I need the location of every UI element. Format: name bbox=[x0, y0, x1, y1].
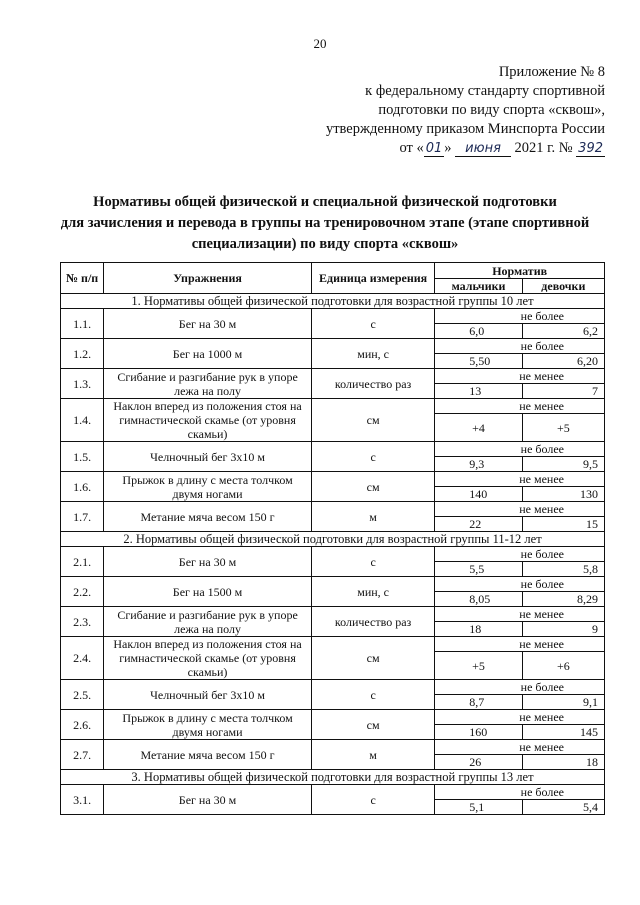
girls-value: 6,2 bbox=[522, 324, 604, 339]
row-number: 1.6. bbox=[61, 472, 104, 502]
section-row bbox=[61, 532, 605, 547]
exercise-name: Наклон вперед из положения стоя на гимнастической скамье (от уровня скамьи) bbox=[104, 399, 312, 442]
boys-value: +5 bbox=[435, 652, 522, 680]
norm-condition: не менее bbox=[435, 472, 605, 487]
row-number: 2.7. bbox=[61, 740, 104, 770]
unit-cell: см bbox=[311, 710, 434, 740]
document-title bbox=[40, 192, 610, 255]
header-unit: Единица измерения bbox=[311, 263, 434, 294]
row-number: 1.4. bbox=[61, 399, 104, 442]
section-title: 3. Нормативы общей физической подготовки для возрастной группы 13 лет bbox=[61, 770, 605, 785]
appendix-line-1: Приложение № 8 bbox=[498, 64, 605, 80]
norm-condition: не более bbox=[435, 309, 605, 324]
girls-value: 15 bbox=[522, 517, 604, 532]
girls-value: 8,29 bbox=[522, 592, 604, 607]
unit-cell: см bbox=[311, 637, 434, 680]
unit-cell: с bbox=[311, 442, 434, 472]
table-row bbox=[61, 502, 605, 517]
exercise-name: Метание мяча весом 150 г bbox=[104, 740, 312, 770]
boys-value: 8,7 bbox=[435, 695, 522, 710]
table-row bbox=[61, 399, 605, 414]
exercise-name: Бег на 1500 м bbox=[104, 577, 312, 607]
section-title: 1. Нормативы общей физической подготовки для возрастной группы 10 лет bbox=[61, 294, 605, 309]
boys-value: 18 bbox=[435, 622, 522, 637]
girls-value: 9 bbox=[522, 622, 604, 637]
date-mid: » bbox=[444, 140, 452, 156]
girls-value: +5 bbox=[522, 414, 604, 442]
boys-value: 26 bbox=[435, 755, 522, 770]
row-number: 2.5. bbox=[61, 680, 104, 710]
row-number: 2.6. bbox=[61, 710, 104, 740]
exercise-name: Бег на 30 м bbox=[104, 547, 312, 577]
unit-cell: с bbox=[311, 785, 434, 815]
exercise-name: Бег на 1000 м bbox=[104, 339, 312, 369]
girls-value: +6 bbox=[522, 652, 604, 680]
exercise-name: Прыжок в длину с места толчком двумя ногами bbox=[104, 472, 312, 502]
row-number: 1.1. bbox=[61, 309, 104, 339]
girls-value: 6,20 bbox=[522, 354, 604, 369]
exercise-name: Бег на 30 м bbox=[104, 309, 312, 339]
row-number: 2.3. bbox=[61, 607, 104, 637]
unit-cell: количество раз bbox=[311, 369, 434, 399]
norm-condition: не более bbox=[435, 442, 605, 457]
date-year: 2021 г. № bbox=[514, 140, 573, 156]
section-row bbox=[61, 294, 605, 309]
appendix-line-2: к федеральному стандарту спортивной bbox=[365, 83, 605, 99]
unit-cell: с bbox=[311, 547, 434, 577]
row-number: 2.1. bbox=[61, 547, 104, 577]
row-number: 3.1. bbox=[61, 785, 104, 815]
table-row bbox=[61, 740, 605, 755]
table-row bbox=[61, 680, 605, 695]
page-number: 20 bbox=[313, 36, 327, 51]
girls-value: 5,4 bbox=[522, 800, 604, 815]
norm-condition: не менее bbox=[435, 607, 605, 622]
girls-value: 18 bbox=[522, 755, 604, 770]
boys-value: 22 bbox=[435, 517, 522, 532]
unit-cell: мин, с bbox=[311, 339, 434, 369]
norm-condition: не менее bbox=[435, 637, 605, 652]
norm-condition: не более bbox=[435, 785, 605, 800]
exercise-name: Челночный бег 3х10 м bbox=[104, 680, 312, 710]
norm-condition: не менее bbox=[435, 710, 605, 725]
table-body bbox=[61, 294, 605, 815]
exercise-name: Челночный бег 3х10 м bbox=[104, 442, 312, 472]
header-exercise: Упражнения bbox=[104, 263, 312, 294]
boys-value: 5,5 bbox=[435, 562, 522, 577]
header-boys: мальчики bbox=[435, 279, 522, 294]
title-line-3: специализации) по виду спорта «сквош» bbox=[191, 236, 459, 252]
exercise-name: Сгибание и разгибание рук в упоре лежа на полу bbox=[104, 369, 312, 399]
unit-cell: количество раз bbox=[311, 607, 434, 637]
boys-value: 5,50 bbox=[435, 354, 522, 369]
row-number: 1.2. bbox=[61, 339, 104, 369]
appendix-date-line bbox=[300, 139, 605, 158]
header-girls: девочки bbox=[522, 279, 604, 294]
standards-table-wrapper bbox=[60, 262, 605, 815]
boys-value: +4 bbox=[435, 414, 522, 442]
table-row bbox=[61, 637, 605, 652]
section-title: 2. Нормативы общей физической подготовки для возрастной группы 11-12 лет bbox=[61, 532, 605, 547]
table-row bbox=[61, 785, 605, 800]
table-row bbox=[61, 710, 605, 725]
exercise-name: Сгибание и разгибание рук в упоре лежа на полу bbox=[104, 607, 312, 637]
appendix-line-4: утвержденному приказом Минспорта России bbox=[325, 121, 605, 137]
date-prefix: от « bbox=[399, 140, 424, 156]
title-line-1: Нормативы общей физической и специальной физической подготовки bbox=[93, 194, 557, 210]
exercise-name: Метание мяча весом 150 г bbox=[104, 502, 312, 532]
norm-condition: не более bbox=[435, 547, 605, 562]
exercise-name: Наклон вперед из положения стоя на гимнастической скамье (от уровня скамьи) bbox=[104, 637, 312, 680]
boys-value: 160 bbox=[435, 725, 522, 740]
title-line-2: для зачисления и перевода в группы на тренировочном этапе (этапе спортивной bbox=[60, 215, 590, 231]
norm-condition: не менее bbox=[435, 399, 605, 414]
girls-value: 130 bbox=[522, 487, 604, 502]
header-num: № п/п bbox=[61, 263, 104, 294]
unit-cell: с bbox=[311, 680, 434, 710]
table-row bbox=[61, 607, 605, 622]
standards-table bbox=[60, 262, 605, 815]
row-number: 1.3. bbox=[61, 369, 104, 399]
table-row bbox=[61, 369, 605, 384]
date-month: июня bbox=[455, 141, 511, 157]
section-row bbox=[61, 770, 605, 785]
appendix-header bbox=[300, 63, 605, 158]
boys-value: 140 bbox=[435, 487, 522, 502]
norm-condition: не более bbox=[435, 577, 605, 592]
exercise-name: Бег на 30 м bbox=[104, 785, 312, 815]
boys-value: 5,1 bbox=[435, 800, 522, 815]
row-number: 1.5. bbox=[61, 442, 104, 472]
table-row bbox=[61, 547, 605, 562]
row-number: 1.7. bbox=[61, 502, 104, 532]
boys-value: 8,05 bbox=[435, 592, 522, 607]
exercise-name: Прыжок в длину с места толчком двумя ногами bbox=[104, 710, 312, 740]
unit-cell: м bbox=[311, 502, 434, 532]
girls-value: 9,1 bbox=[522, 695, 604, 710]
norm-condition: не менее bbox=[435, 369, 605, 384]
unit-cell: с bbox=[311, 309, 434, 339]
boys-value: 13 bbox=[435, 384, 522, 399]
date-day: 01 bbox=[425, 141, 443, 156]
row-number: 2.2. bbox=[61, 577, 104, 607]
table-row bbox=[61, 309, 605, 324]
norm-condition: не менее bbox=[435, 502, 605, 517]
norm-condition: не менее bbox=[435, 740, 605, 755]
table-row bbox=[61, 442, 605, 457]
girls-value: 145 bbox=[522, 725, 604, 740]
appendix-line-3: подготовки по виду спорта «сквош», bbox=[378, 102, 605, 118]
girls-value: 9,5 bbox=[522, 457, 604, 472]
unit-cell: см bbox=[311, 399, 434, 442]
unit-cell: мин, с bbox=[311, 577, 434, 607]
girls-value: 7 bbox=[522, 384, 604, 399]
header-norm: Норматив bbox=[435, 263, 605, 279]
unit-cell: м bbox=[311, 740, 434, 770]
order-number: 392 bbox=[578, 141, 603, 156]
girls-value: 5,8 bbox=[522, 562, 604, 577]
boys-value: 9,3 bbox=[435, 457, 522, 472]
row-number: 2.4. bbox=[61, 637, 104, 680]
norm-condition: не более bbox=[435, 339, 605, 354]
table-row bbox=[61, 472, 605, 487]
norm-condition: не более bbox=[435, 680, 605, 695]
boys-value: 6,0 bbox=[435, 324, 522, 339]
unit-cell: см bbox=[311, 472, 434, 502]
table-row bbox=[61, 339, 605, 354]
table-row bbox=[61, 577, 605, 592]
